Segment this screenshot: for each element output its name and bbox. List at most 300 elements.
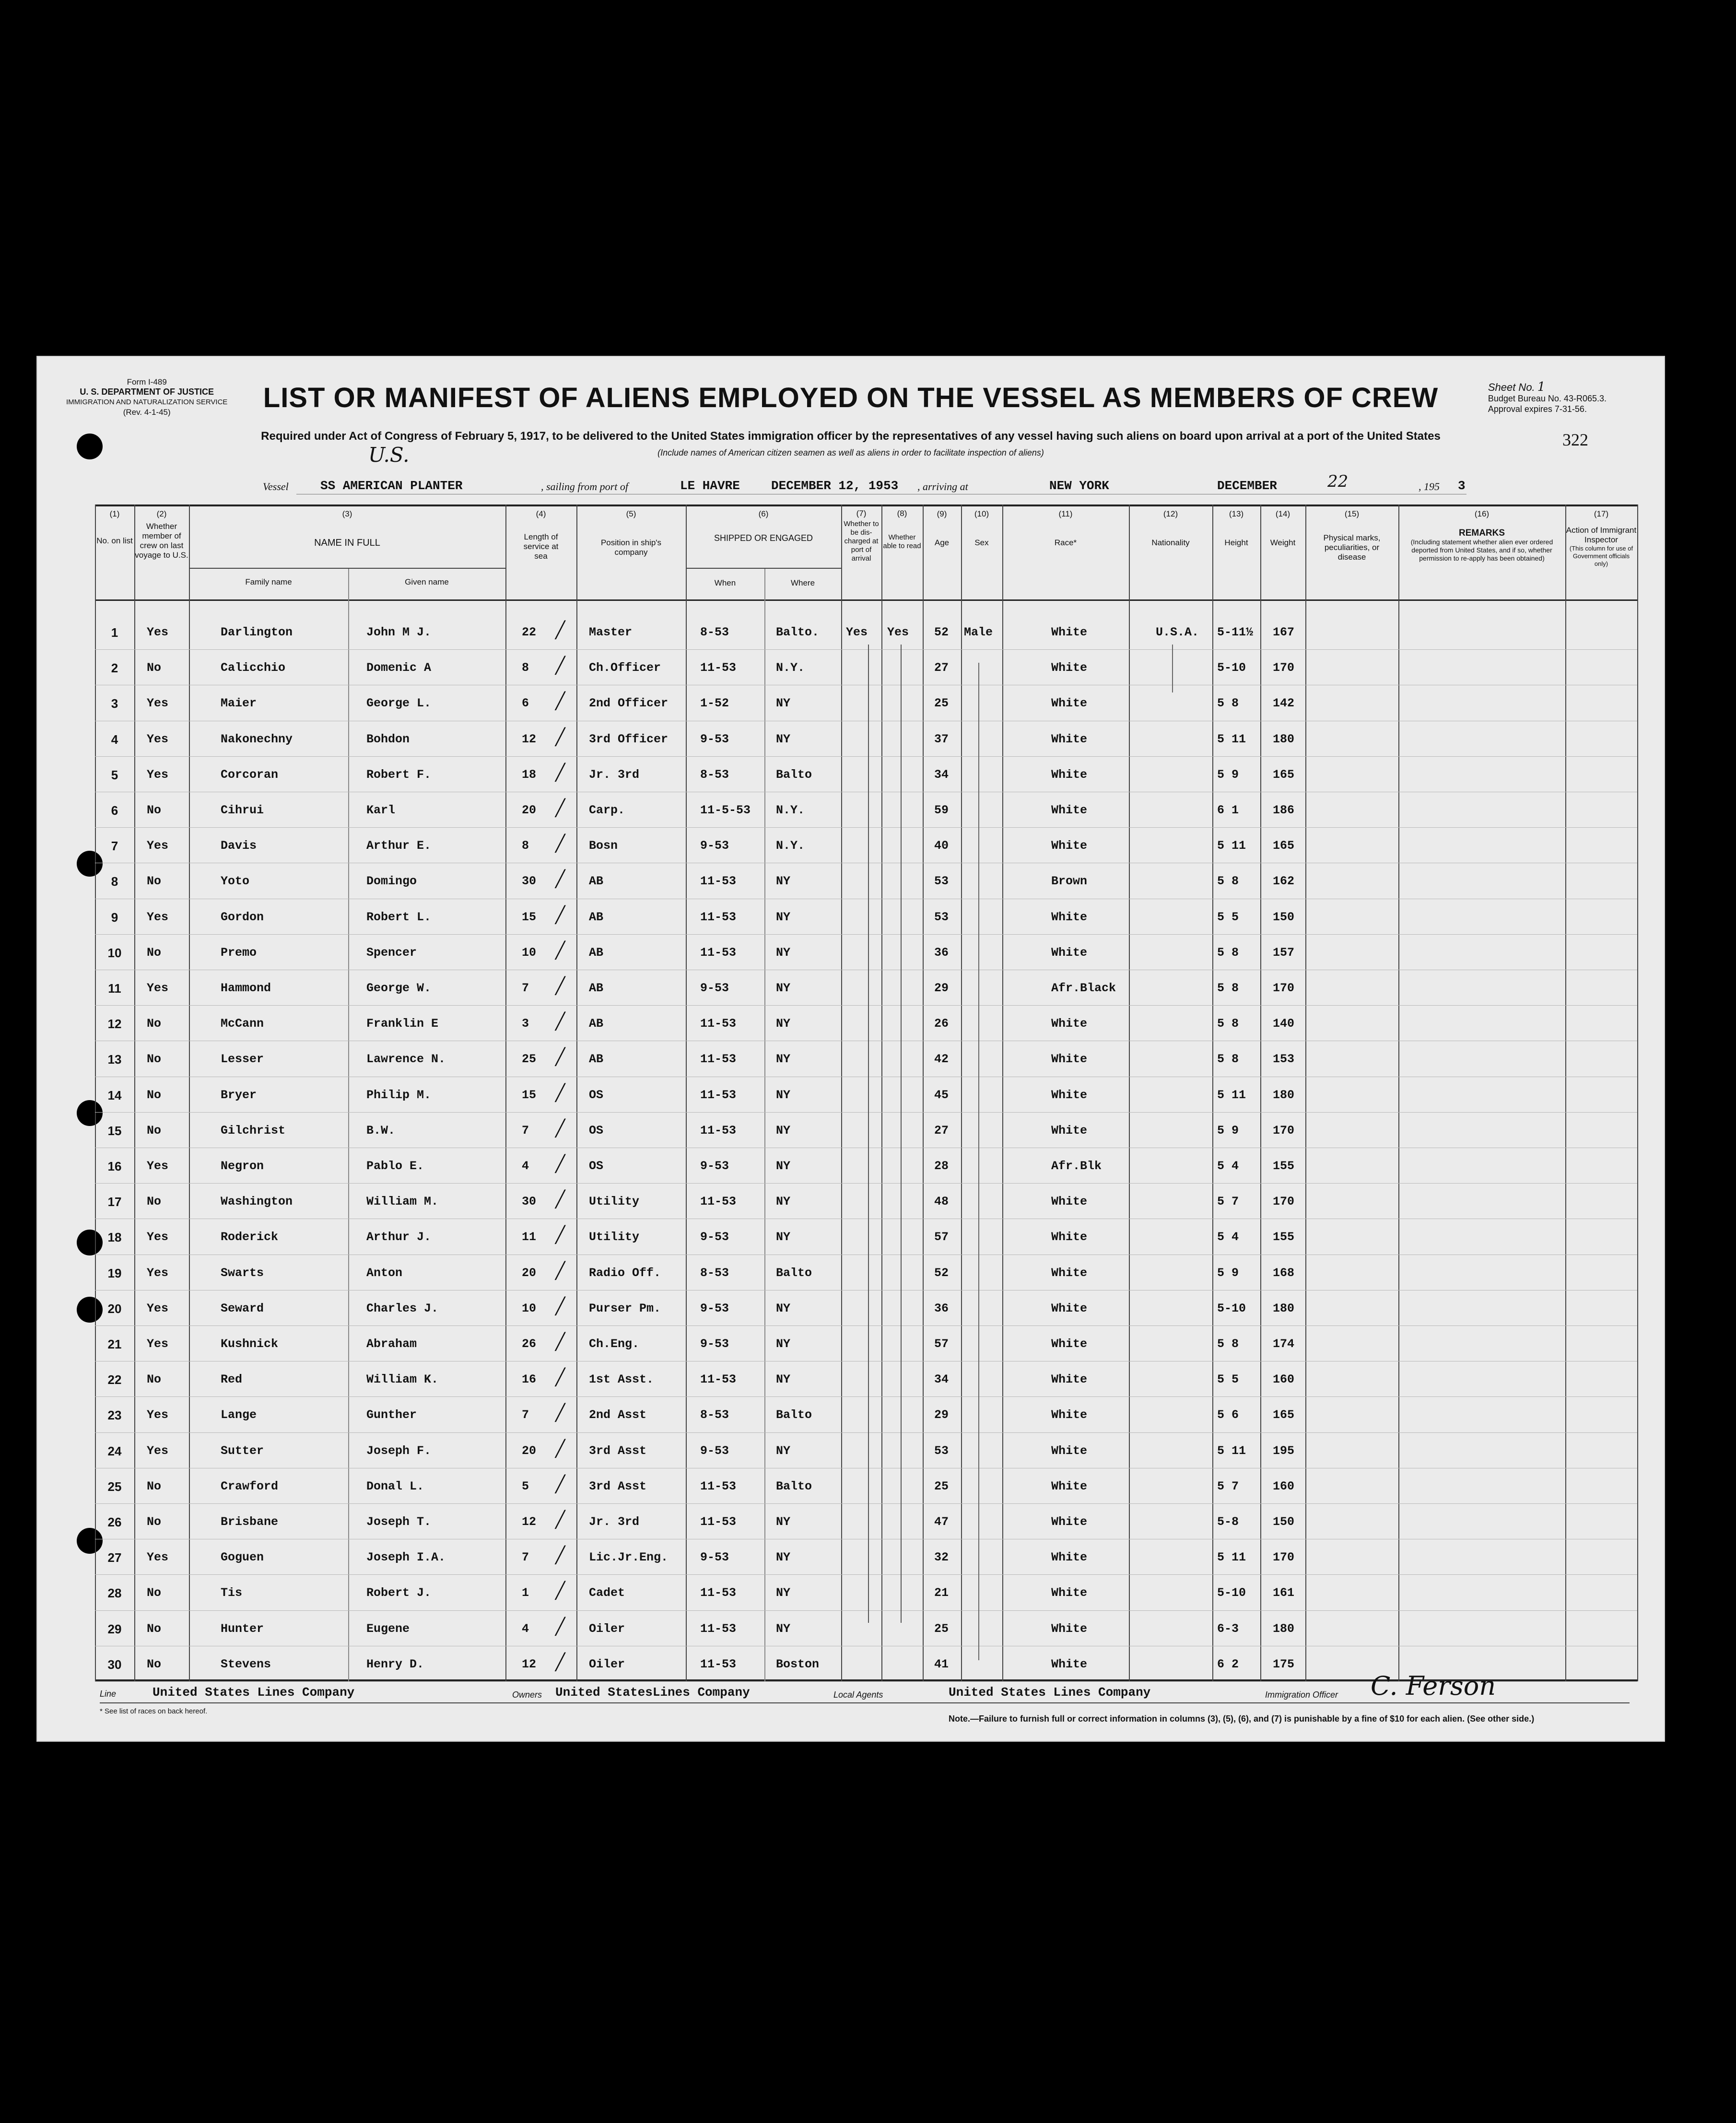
service: IMMIGRATION AND NATURALIZATION SERVICE <box>66 398 228 406</box>
position-cell: Ch.Eng. <box>589 1337 640 1351</box>
table-row <box>95 1291 1637 1326</box>
age-cell: 52 <box>934 1266 949 1280</box>
table-row <box>95 1540 1637 1575</box>
age-cell: 29 <box>934 1408 949 1422</box>
requirement-text: Required under Act of Congress of February 5, 1917, to be delivered to the United States immigration officer by the representatives of any vessel having such aliens on board upon arrival at a port of the United States <box>261 430 1441 443</box>
year-prefix: , 195 <box>1419 481 1440 493</box>
weight-cell: 153 <box>1273 1052 1295 1067</box>
given-name-cell: Arthur J. <box>366 1230 432 1244</box>
service-years-cell: 30 <box>522 1195 537 1209</box>
position-cell: OS <box>589 1123 604 1138</box>
shipped-where-cell: NY <box>776 1123 791 1138</box>
shipped-when-cell: 11-53 <box>700 1657 737 1671</box>
given-name-cell: Spencer <box>366 945 417 960</box>
age-cell: 57 <box>934 1337 949 1351</box>
shipped-when-cell: 11-53 <box>700 1515 737 1529</box>
sheet-number-block <box>1488 382 1607 414</box>
age-cell: 25 <box>934 1621 949 1636</box>
row-divider <box>95 1183 1637 1184</box>
service-years-cell: 20 <box>522 803 537 817</box>
position-cell: 3rd Asst <box>589 1479 647 1493</box>
last-voyage-cell: No <box>147 1195 162 1209</box>
weight-cell: 175 <box>1273 1657 1295 1671</box>
race-cell: Afr.Blk <box>1051 1159 1102 1173</box>
last-voyage-cell: No <box>147 1621 162 1636</box>
col-number: (10) <box>974 509 989 518</box>
shipped-where-cell: NY <box>776 1586 791 1600</box>
service-years-cell: 7 <box>522 981 529 995</box>
family-name-cell: McCann <box>221 1017 264 1031</box>
col-name-header <box>189 509 505 548</box>
col-label: Whether to be dis-charged at port of arrival <box>844 520 879 563</box>
col-number: (6) <box>758 509 769 518</box>
race-cell: White <box>1051 661 1088 675</box>
check-mark-icon: ╱ <box>555 1581 565 1601</box>
family-name-cell: Brisbane <box>221 1515 279 1529</box>
race-cell: White <box>1051 1586 1088 1600</box>
weight-cell: 160 <box>1273 1372 1295 1387</box>
given-name-cell: Pablo E. <box>366 1159 424 1173</box>
shipped-when-cell: 11-53 <box>700 874 737 889</box>
family-name-cell: Crawford <box>221 1479 279 1493</box>
shipped-when-cell: 8-53 <box>700 1408 729 1422</box>
family-name-cell: Davis <box>221 839 257 853</box>
row-number: 18 <box>107 1230 122 1245</box>
race-cell: White <box>1051 1301 1088 1315</box>
discharged-cell: Yes <box>846 625 868 639</box>
col-number: (12) <box>1163 509 1178 518</box>
shipped-where-cell: Balto. <box>776 625 820 639</box>
service-years-cell: 25 <box>522 1052 537 1067</box>
family-name-cell: Hunter <box>221 1621 264 1636</box>
weight-cell: 165 <box>1273 839 1295 853</box>
given-name-cell: Henry D. <box>366 1657 424 1671</box>
col-number: (13) <box>1229 509 1244 518</box>
year-digit: 3 <box>1458 479 1466 493</box>
row-number: 6 <box>111 803 118 818</box>
check-mark-icon: ╱ <box>555 1225 565 1245</box>
line-label: Line <box>100 1689 117 1699</box>
height-cell: 5 4 <box>1217 1230 1239 1244</box>
weight-cell: 150 <box>1273 1515 1295 1529</box>
table-row <box>95 686 1637 721</box>
race-cell: White <box>1051 1372 1088 1387</box>
col-label: Whether member of crew on last voyage to U.S. <box>135 522 188 560</box>
family-name-cell: Premo <box>221 945 257 960</box>
position-cell: Oiler <box>589 1621 625 1636</box>
last-voyage-cell: No <box>147 661 162 675</box>
check-mark-icon: ╱ <box>555 1083 565 1103</box>
given-name-cell: Franklin E <box>366 1017 439 1031</box>
table-row <box>95 722 1637 757</box>
col-shipped-header <box>686 509 841 543</box>
table-row <box>95 1326 1637 1362</box>
table-row <box>95 615 1637 650</box>
height-cell: 5 7 <box>1217 1195 1239 1209</box>
race-cell: White <box>1051 1230 1088 1244</box>
race-cell: White <box>1051 1195 1088 1209</box>
height-cell: 5 11 <box>1217 1550 1246 1565</box>
shipped-when-cell: 11-53 <box>700 1017 737 1031</box>
table-row <box>95 1575 1637 1611</box>
last-voyage-cell: Yes <box>147 839 169 853</box>
age-cell: 41 <box>934 1657 949 1671</box>
last-voyage-cell: No <box>147 1479 162 1493</box>
sailing-label: , sailing from port of <box>541 481 628 493</box>
position-cell: AB <box>589 945 604 960</box>
crew-table <box>95 504 1638 1682</box>
check-mark-icon: ╱ <box>555 762 565 782</box>
height-cell: 6-3 <box>1217 1621 1239 1636</box>
shipped-where-cell: NY <box>776 1159 791 1173</box>
row-divider <box>95 1112 1637 1113</box>
row-number: 27 <box>107 1550 122 1565</box>
family-name-cell: Maier <box>221 696 257 711</box>
last-voyage-cell: Yes <box>147 1301 169 1315</box>
shipped-when-cell: 8-53 <box>700 767 729 782</box>
height-cell: 5 8 <box>1217 1052 1239 1067</box>
service-years-cell: 15 <box>522 910 537 924</box>
given-name-cell: Philip M. <box>366 1088 432 1102</box>
col-label: Sex <box>974 538 989 547</box>
shipped-where-cell: NY <box>776 981 791 995</box>
check-mark-icon: ╱ <box>555 1546 565 1565</box>
service-years-cell: 11 <box>522 1230 537 1244</box>
shipped-when-cell: 11-53 <box>700 661 737 675</box>
weight-cell: 165 <box>1273 767 1295 782</box>
family-name-cell: Corcoran <box>221 767 279 782</box>
port-to: NEW YORK <box>1049 479 1109 493</box>
shipped-when-cell: 9-53 <box>700 732 729 746</box>
family-name-cell: Lange <box>221 1408 257 1422</box>
shipped-where-cell: Boston <box>776 1657 820 1671</box>
officer-label: Immigration Officer <box>1265 1690 1338 1700</box>
row-divider <box>95 1005 1637 1006</box>
col-label: REMARKS <box>1458 528 1505 538</box>
row-number: 19 <box>107 1266 122 1280</box>
last-voyage-cell: No <box>147 1515 162 1529</box>
height-cell: 6 1 <box>1217 803 1239 817</box>
service-years-cell: 4 <box>522 1621 529 1636</box>
height-cell: 5 11 <box>1217 1443 1246 1458</box>
position-cell: 2nd Officer <box>589 696 669 711</box>
race-cell: White <box>1051 1017 1088 1031</box>
check-mark-icon: ╱ <box>555 1403 565 1423</box>
revision: (Rev. 4-1-45) <box>123 408 171 417</box>
weight-cell: 180 <box>1273 1301 1295 1315</box>
last-voyage-cell: No <box>147 1017 162 1031</box>
given-name-cell: Domingo <box>366 874 417 889</box>
given-name-cell: Robert F. <box>366 767 432 782</box>
position-cell: Lic.Jr.Eng. <box>589 1550 669 1565</box>
family-name-cell: Tis <box>221 1586 243 1600</box>
given-name-cell: Robert L. <box>366 910 432 924</box>
row-number: 4 <box>111 732 118 747</box>
given-name-cell: Lawrence N. <box>366 1052 446 1067</box>
last-voyage-cell: No <box>147 945 162 960</box>
position-cell: AB <box>589 874 604 889</box>
age-cell: 34 <box>934 1372 949 1387</box>
family-name-cell: Negron <box>221 1159 264 1173</box>
position-cell: OS <box>589 1159 604 1173</box>
vessel-name: SS AMERICAN PLANTER <box>320 479 463 493</box>
race-cell: White <box>1051 1088 1088 1102</box>
shipped-where-cell: Balto <box>776 1408 812 1422</box>
check-mark-icon: ╱ <box>555 621 565 640</box>
check-mark-icon: ╱ <box>555 1261 565 1280</box>
given-name-cell: Donal L. <box>366 1479 424 1493</box>
shipped-where-cell: NY <box>776 1372 791 1387</box>
service-years-cell: 7 <box>522 1408 529 1422</box>
weight-cell: 140 <box>1273 1017 1295 1031</box>
service-years-cell: 5 <box>522 1479 529 1493</box>
given-name-cell: George W. <box>366 981 432 995</box>
service-years-cell: 10 <box>522 1301 537 1315</box>
given-name-cell: Gunther <box>366 1408 417 1422</box>
last-voyage-cell: Yes <box>147 1550 169 1565</box>
family-name-cell: Washington <box>221 1195 293 1209</box>
position-cell: Cadet <box>589 1586 625 1600</box>
col-label: Race* <box>1054 538 1077 547</box>
race-cell: White <box>1051 910 1088 924</box>
height-cell: 5 8 <box>1217 981 1239 995</box>
weight-cell: 195 <box>1273 1443 1295 1458</box>
row-divider <box>95 827 1637 828</box>
shipped-when-cell: 9-53 <box>700 1550 729 1565</box>
position-cell: Utility <box>589 1230 640 1244</box>
height-cell: 5-10 <box>1217 661 1246 675</box>
race-cell: White <box>1051 1443 1088 1458</box>
col-label: Physical marks, peculiarities, or disease <box>1323 533 1381 562</box>
row-divider <box>95 1503 1637 1504</box>
budget-bureau: Budget Bureau No. 43-R065.3. <box>1488 394 1607 403</box>
table-row <box>95 1220 1637 1255</box>
port-from: LE HAVRE <box>680 479 740 493</box>
service-years-cell: 12 <box>522 1515 537 1529</box>
age-cell: 28 <box>934 1159 949 1173</box>
race-cell: Brown <box>1051 874 1088 889</box>
col-sublabel: (This column for use of Government officials only) <box>1569 545 1633 567</box>
weight-cell: 160 <box>1273 1479 1295 1493</box>
sex-cell: Male <box>964 625 993 639</box>
position-cell: Oiler <box>589 1657 625 1671</box>
given-name-cell: Karl <box>366 803 396 817</box>
col-number: (11) <box>1058 509 1073 518</box>
position-cell: Carp. <box>589 803 625 817</box>
height-cell: 5 5 <box>1217 910 1239 924</box>
family-name-cell: Nakonechny <box>221 732 293 746</box>
family-name-cell: Lesser <box>221 1052 264 1067</box>
shipped-where-cell: NY <box>776 1230 791 1244</box>
race-cell: White <box>1051 1266 1088 1280</box>
shipped-when-cell: 11-53 <box>700 1621 737 1636</box>
row-divider <box>95 1610 1637 1611</box>
check-mark-icon: ╱ <box>555 1012 565 1032</box>
shipped-where-cell: NY <box>776 1550 791 1565</box>
service-years-cell: 3 <box>522 1017 529 1031</box>
race-cell: White <box>1051 1550 1088 1565</box>
table-row <box>95 1433 1637 1469</box>
service-years-cell: 22 <box>522 625 537 639</box>
age-cell: 48 <box>934 1195 949 1209</box>
row-number: 21 <box>107 1337 122 1351</box>
last-voyage-cell: Yes <box>147 1443 169 1458</box>
shipped-when-cell: 11-53 <box>700 1479 737 1493</box>
height-cell: 5 8 <box>1217 696 1239 711</box>
given-name-cell: Arthur E. <box>366 839 432 853</box>
service-years-cell: 1 <box>522 1586 529 1600</box>
nationality-cell: U.S.A. <box>1156 625 1199 639</box>
shipped-where-cell: N.Y. <box>776 803 805 817</box>
last-voyage-cell: No <box>147 1657 162 1671</box>
col-number: (4) <box>536 509 546 518</box>
col-number: (2) <box>156 509 167 518</box>
check-mark-icon: ╱ <box>555 1474 565 1494</box>
shipped-when-cell: 9-53 <box>700 1230 729 1244</box>
age-cell: 29 <box>934 981 949 995</box>
height-cell: 5 5 <box>1217 1372 1239 1387</box>
height-cell: 6 2 <box>1217 1657 1239 1671</box>
stamp-number: 322 <box>1562 430 1588 449</box>
table-row <box>95 828 1637 864</box>
table-row <box>95 650 1637 686</box>
row-number: 25 <box>107 1479 122 1494</box>
row-number: 15 <box>107 1123 122 1138</box>
last-voyage-cell: No <box>147 1372 162 1387</box>
check-mark-icon: ╱ <box>555 1332 565 1351</box>
handwritten-annotation: U.S. <box>368 443 410 467</box>
service-years-cell: 18 <box>522 767 537 782</box>
table-row <box>95 971 1637 1006</box>
family-name-cell: Gordon <box>221 910 264 924</box>
weight-cell: 180 <box>1273 1621 1295 1636</box>
check-mark-icon: ╱ <box>555 798 565 818</box>
row-number: 8 <box>111 874 118 889</box>
table-row <box>95 1469 1637 1504</box>
service-years-cell: 7 <box>522 1550 529 1565</box>
vessel-label: Vessel <box>263 481 289 493</box>
last-voyage-cell: No <box>147 1123 162 1138</box>
given-name-cell: Anton <box>366 1266 403 1280</box>
shipped-where-cell: NY <box>776 874 791 889</box>
table-row <box>95 1149 1637 1184</box>
col-position-header <box>576 509 686 557</box>
row-number: 29 <box>107 1621 122 1636</box>
check-mark-icon: ╱ <box>555 692 565 711</box>
age-cell: 53 <box>934 874 949 889</box>
check-mark-icon: ╱ <box>555 1617 565 1636</box>
race-cell: White <box>1051 803 1088 817</box>
race-cell: White <box>1051 1123 1088 1138</box>
col-label: Weight <box>1270 538 1296 547</box>
last-voyage-cell: Yes <box>147 732 169 746</box>
shipped-when-cell: 11-53 <box>700 1088 737 1102</box>
service-years-cell: 15 <box>522 1088 537 1102</box>
given-name-cell: Abraham <box>366 1337 417 1351</box>
last-voyage-cell: Yes <box>147 910 169 924</box>
table-row <box>95 1006 1637 1042</box>
shipped-when-cell: 11-53 <box>700 1586 737 1600</box>
weight-cell: 161 <box>1273 1586 1295 1600</box>
page-title: LIST OR MANIFEST OF ALIENS EMPLOYED ON THE VESSEL AS MEMBERS OF CREW <box>263 382 1439 413</box>
shipped-when-cell: 9-53 <box>700 1301 729 1315</box>
col-given-header: Given name <box>405 577 449 586</box>
position-cell: AB <box>589 1052 604 1067</box>
shipped-where-cell: Balto <box>776 1479 812 1493</box>
given-name-cell: Joseph T. <box>366 1515 432 1529</box>
family-name-cell: Bryer <box>221 1088 257 1102</box>
weight-cell: 170 <box>1273 1195 1295 1209</box>
age-cell: 45 <box>934 1088 949 1102</box>
col-label: SHIPPED OR ENGAGED <box>714 533 813 543</box>
col-label: No. on list <box>96 536 133 545</box>
family-name-cell: Roderick <box>221 1230 279 1244</box>
last-voyage-cell: Yes <box>147 981 169 995</box>
height-cell: 5-8 <box>1217 1515 1239 1529</box>
age-cell: 57 <box>934 1230 949 1244</box>
row-number: 26 <box>107 1515 122 1529</box>
service-years-cell: 6 <box>522 696 529 711</box>
family-name-cell: Swarts <box>221 1266 264 1280</box>
table-row <box>95 757 1637 793</box>
row-number: 13 <box>107 1052 122 1067</box>
table-row <box>95 1255 1637 1291</box>
last-voyage-cell: Yes <box>147 767 169 782</box>
col-no-header <box>95 509 134 546</box>
given-name-cell: Joseph F. <box>366 1443 432 1458</box>
col-height-header <box>1212 509 1260 548</box>
last-voyage-cell: No <box>147 874 162 889</box>
last-voyage-cell: No <box>147 1088 162 1102</box>
height-cell: 5-10 <box>1217 1301 1246 1315</box>
given-name-cell: Bohdon <box>366 732 410 746</box>
position-cell: Ch.Officer <box>589 661 661 675</box>
age-cell: 53 <box>934 1443 949 1458</box>
col-number: (14) <box>1275 509 1290 518</box>
col-label: Whether able to read <box>883 533 921 550</box>
shipped-where-cell: NY <box>776 1017 791 1031</box>
col-label: Position in ship's company <box>600 538 662 557</box>
row-number: 16 <box>107 1159 122 1173</box>
col-physical-header <box>1305 509 1398 562</box>
check-mark-icon: ╱ <box>555 1439 565 1458</box>
position-cell: AB <box>589 1017 604 1031</box>
col-number: (1) <box>109 509 120 518</box>
col-label: Action of Immigrant Inspector <box>1566 526 1637 544</box>
age-cell: 32 <box>934 1550 949 1565</box>
row-number: 5 <box>111 767 118 782</box>
position-cell: Jr. 3rd <box>589 1515 640 1529</box>
check-mark-icon: ╱ <box>555 1190 565 1209</box>
last-voyage-cell: Yes <box>147 696 169 711</box>
weight-cell: 180 <box>1273 732 1295 746</box>
row-number: 17 <box>107 1195 122 1209</box>
sheet-label: Sheet No. <box>1488 381 1535 393</box>
height-cell: 5 11 <box>1217 1088 1246 1102</box>
family-name-cell: Sutter <box>221 1443 264 1458</box>
race-cell: Afr.Black <box>1051 981 1116 995</box>
position-cell: Master <box>589 625 633 639</box>
line-value: United States Lines Company <box>152 1685 355 1700</box>
family-name-cell: Yoto <box>221 874 250 889</box>
age-cell: 26 <box>934 1017 949 1031</box>
weight-cell: 170 <box>1273 981 1295 995</box>
shipped-when-cell: 11-5-53 <box>700 803 751 817</box>
table-row <box>95 864 1637 899</box>
shipped-where-cell: NY <box>776 1515 791 1529</box>
weight-cell: 170 <box>1273 1123 1295 1138</box>
row-divider <box>95 756 1637 757</box>
